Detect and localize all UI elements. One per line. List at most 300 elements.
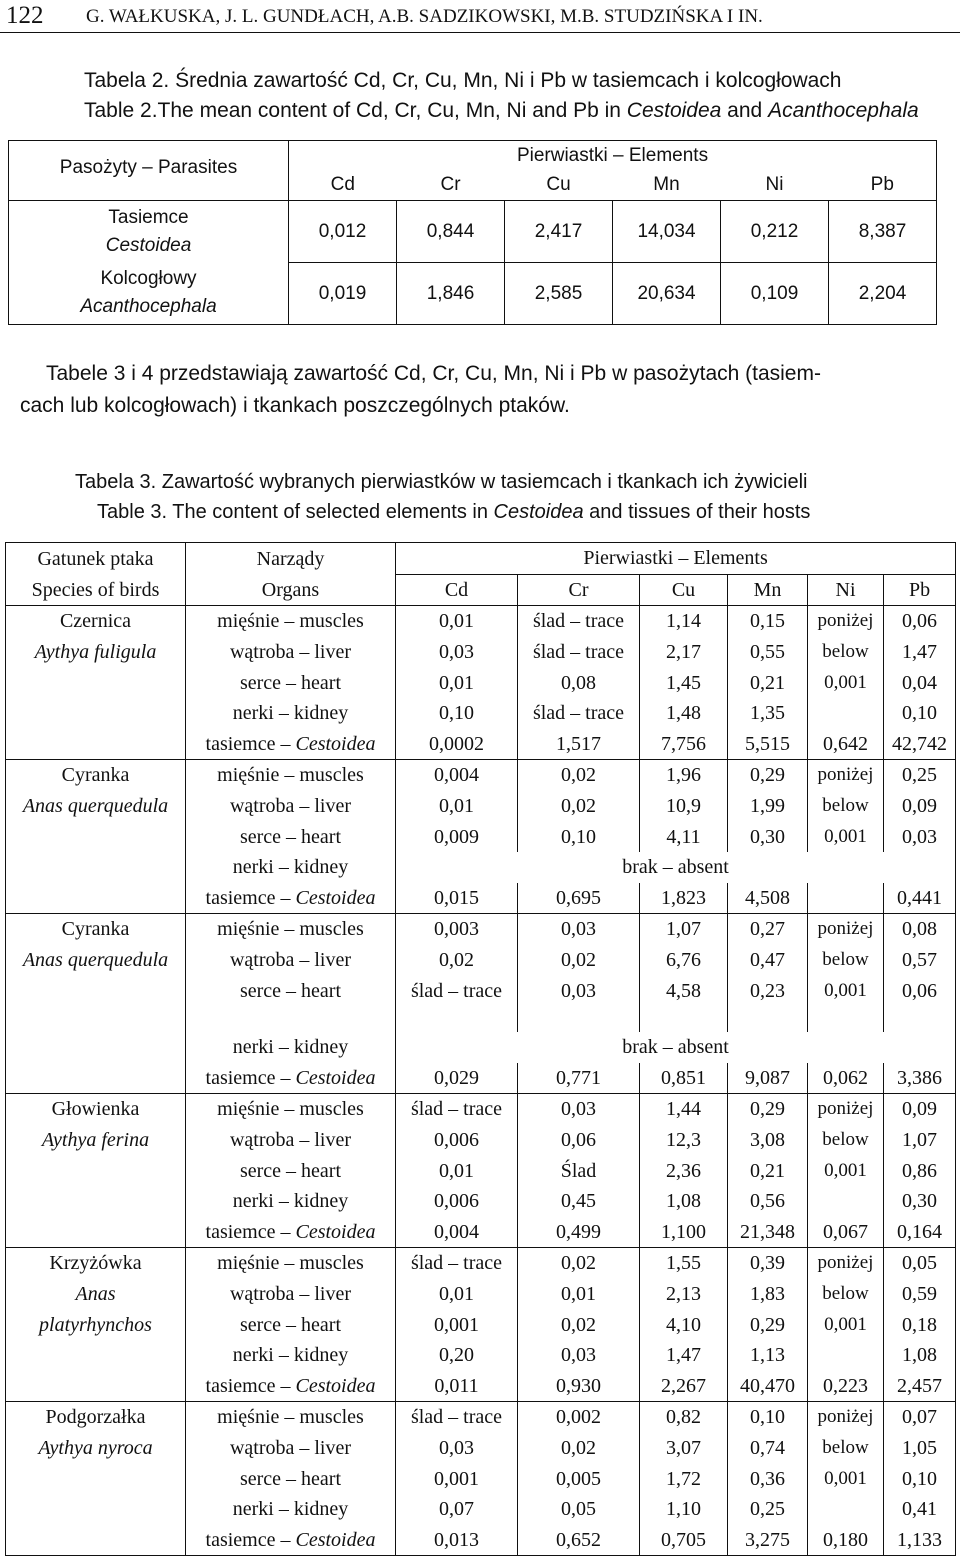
table3-head-organs-pl: Narządy (186, 543, 396, 575)
table-row (6, 883, 956, 914)
table-row (6, 1125, 956, 1156)
table-row (6, 1032, 956, 1063)
table3-cell-cd: 0,003 (396, 914, 518, 945)
table3-cell-cu: 0,705 (640, 1524, 728, 1555)
table3-cell-pb: 1,07 (884, 1125, 956, 1156)
table3-cell-cr: 0,10 (518, 821, 640, 852)
table3-organ: mięśnie – muscles (186, 1248, 396, 1279)
table3-species (6, 975, 186, 1006)
table2-cell: 2,585 (505, 263, 613, 325)
table3-cell-cd: 0,013 (396, 1524, 518, 1555)
table-row (6, 1309, 956, 1340)
table3-species (6, 1370, 186, 1401)
table-row (6, 791, 956, 822)
table3-cell-cd: 0,07 (396, 1494, 518, 1525)
paragraph-line-1: Tabele 3 i 4 przedstawiają zawartość Cd, Cr, Cu, Mn, Ni i Pb w pasożytach (tasiem- (46, 362, 821, 385)
table3-cell-cu: 1,07 (640, 914, 728, 945)
table2-row-name: Tasiemce Cestoidea (9, 201, 289, 263)
header-rule (0, 32, 960, 33)
table2-col-cu: Cu (546, 174, 571, 196)
table3-cell-ni: 0,223 (808, 1370, 884, 1401)
table3-cell-mn: 0,47 (728, 945, 808, 976)
table3-cell-cr: ślad – trace (518, 698, 640, 729)
table-row (6, 821, 956, 852)
table3-cell-ni: below (808, 945, 884, 976)
table3-cell-ni (808, 883, 884, 914)
table3-cell-cd: ślad – trace (396, 975, 518, 1006)
table2-cell: 0,109 (721, 263, 829, 325)
table2-caption (84, 66, 919, 122)
table3-organ: mięśnie – muscles (186, 760, 396, 791)
table3-organ: mięśnie – muscles (186, 1402, 396, 1433)
table3-cell-cu: 2,13 (640, 1279, 728, 1310)
table3-cell-cu: 7,756 (640, 729, 728, 760)
table3-organ: tasiemce – Cestoidea (186, 1063, 396, 1094)
table3-cell-pb: 0,09 (884, 791, 956, 822)
table3-cell-cd: 0,011 (396, 1370, 518, 1401)
table3-species: Cyranka (6, 760, 186, 791)
table2-caption-pl: Tabela 2. Średnia zawartość Cd, Cr, Cu, Mn, Ni i Pb w tasiemcach i kolcogłowach (84, 69, 842, 92)
table3-cell-pb: 1,133 (884, 1524, 956, 1555)
table-row (6, 1248, 956, 1279)
table3-species (6, 852, 186, 883)
table3-col-mn: Mn (728, 574, 808, 606)
table3-col-cr: Cr (518, 574, 640, 606)
table3-organ: tasiemce – Cestoidea (186, 729, 396, 760)
table-row (6, 698, 956, 729)
table3-cell-mn: 0,56 (728, 1186, 808, 1217)
table3-cell-mn: 0,10 (728, 1402, 808, 1433)
table3-gap-cell (518, 1006, 640, 1032)
table3-cell-pb: 1,08 (884, 1340, 956, 1371)
table3-species: Cyranka (6, 914, 186, 945)
table2-cell: 20,634 (613, 263, 721, 325)
table3-species: Anas querquedula (6, 945, 186, 976)
table3-cell-cd: 0,20 (396, 1340, 518, 1371)
table3-organ: tasiemce – Cestoidea (186, 1524, 396, 1555)
table3-organ: serce – heart (186, 667, 396, 698)
table3-cell-cu: 1,823 (640, 883, 728, 914)
table3-absent: brak – absent (396, 852, 956, 883)
table3-cell-pb: 0,441 (884, 883, 956, 914)
table3-cell-mn: 0,30 (728, 821, 808, 852)
table3-cell-pb: 0,05 (884, 1248, 956, 1279)
table3-cell-pb: 0,86 (884, 1155, 956, 1186)
table3-species: Aythya nyroca (6, 1433, 186, 1464)
table3-cell-cu: 1,10 (640, 1494, 728, 1525)
table3-organ: wątroba – liver (186, 1125, 396, 1156)
table3-organ: serce – heart (186, 1463, 396, 1494)
table3-species: Anas (6, 1279, 186, 1310)
table3-species (6, 667, 186, 698)
table2-cell: 0,019 (289, 263, 397, 325)
table3-cell-ni: 0,001 (808, 1309, 884, 1340)
table3-cell-cr: 0,02 (518, 1433, 640, 1464)
running-authors: G. WAŁKUSKA, J. L. GUNDŁACH, A.B. SADZIKOWSKI, M.B. STUDZIŃSKA I IN. (86, 6, 763, 27)
table3-cell-cr: 0,02 (518, 791, 640, 822)
table3-head-species-en: Species of birds (6, 574, 186, 606)
table3-species (6, 883, 186, 914)
table3-cell-cr: 0,05 (518, 1494, 640, 1525)
table3-cell-mn: 1,35 (728, 698, 808, 729)
table3-cell-ni: below (808, 1433, 884, 1464)
table3-organ: tasiemce – Cestoidea (186, 1216, 396, 1247)
table3-cell-cd: 0,006 (396, 1125, 518, 1156)
table3-gap-cell (6, 1006, 186, 1032)
table3-cell-ni: below (808, 1125, 884, 1156)
table3-cell-cd: 0,006 (396, 1186, 518, 1217)
table3-cell-cu: 1,08 (640, 1186, 728, 1217)
table3-cell-cu: 1,45 (640, 667, 728, 698)
table2-head-parasites: Pasożyty – Parasites (9, 141, 289, 201)
table3-cell-ni: 0,642 (808, 729, 884, 760)
table-row (6, 1216, 956, 1247)
table-row (6, 1402, 956, 1433)
table3-organ: nerki – kidney (186, 852, 396, 883)
table3-organ: mięśnie – muscles (186, 914, 396, 945)
table3-cell-cr: 0,499 (518, 1216, 640, 1247)
table3-cell-pb: 0,30 (884, 1186, 956, 1217)
table3-cell-cr: 0,02 (518, 760, 640, 791)
table3-cell-cd: 0,02 (396, 945, 518, 976)
table2 (8, 140, 937, 325)
table-row (9, 201, 937, 263)
paragraph-line-2: cach lub kolcogłowach) i tkankach poszczególnych ptaków. (20, 394, 570, 417)
table3-cell-cd: 0,015 (396, 883, 518, 914)
table3-cell-mn: 0,29 (728, 760, 808, 791)
table2-cell: 0,212 (721, 201, 829, 263)
table3-cell-cd: ślad – trace (396, 1402, 518, 1433)
table3-gap-cell (396, 1006, 518, 1032)
table3-species: Podgorzałka (6, 1402, 186, 1433)
table-row (6, 1433, 956, 1464)
table3-organ: nerki – kidney (186, 1032, 396, 1063)
table-row (6, 945, 956, 976)
table3-cell-mn: 0,27 (728, 914, 808, 945)
table3-species (6, 698, 186, 729)
table3-organ: nerki – kidney (186, 1186, 396, 1217)
table3-cell-ni (808, 1340, 884, 1371)
table3-cell-cu: 1,44 (640, 1094, 728, 1125)
table3-cell-cu: 1,14 (640, 606, 728, 637)
table3-organ: serce – heart (186, 821, 396, 852)
table3-cell-cd: 0,10 (396, 698, 518, 729)
table3-cell-ni: poniżej (808, 1248, 884, 1279)
table3-organ: mięśnie – muscles (186, 606, 396, 637)
table3-cell-cu: 4,58 (640, 975, 728, 1006)
table3-cell-cd: 0,01 (396, 606, 518, 637)
table3-cell-cu: 1,55 (640, 1248, 728, 1279)
table3-cell-cr: 0,005 (518, 1463, 640, 1494)
table2-cell: 0,012 (289, 201, 397, 263)
table3-cell-cu: 2,36 (640, 1155, 728, 1186)
table3-organ: wątroba – liver (186, 637, 396, 668)
table3-col-ni: Ni (808, 574, 884, 606)
table3-head-organs-en: Organs (186, 574, 396, 606)
table3-cell-mn: 4,508 (728, 883, 808, 914)
table3-cell-ni: 0,001 (808, 1463, 884, 1494)
table3-cell-cu: 10,9 (640, 791, 728, 822)
table-row (6, 606, 956, 637)
table3-cell-cu: 1,48 (640, 698, 728, 729)
table2-head-elements: Pierwiastki – Elements (289, 141, 937, 171)
table3-cell-mn: 0,21 (728, 1155, 808, 1186)
table2-col-pb: Pb (829, 171, 937, 201)
table3-cell-cu: 1,100 (640, 1216, 728, 1247)
table3-cell-ni: 0,001 (808, 975, 884, 1006)
table3-cell-cu: 0,851 (640, 1063, 728, 1094)
table3-cell-cu: 2,17 (640, 637, 728, 668)
table3-cell-ni: poniżej (808, 1402, 884, 1433)
table-row (6, 1463, 956, 1494)
table3-organ: nerki – kidney (186, 698, 396, 729)
table3-cell-pb: 0,06 (884, 606, 956, 637)
table-row (6, 1494, 956, 1525)
table3-cell-pb: 0,41 (884, 1494, 956, 1525)
table3-species (6, 1032, 186, 1063)
table3-species (6, 1463, 186, 1494)
table3-cell-pb: 1,47 (884, 637, 956, 668)
table3-cell-pb: 0,03 (884, 821, 956, 852)
table3-cell-mn: 0,29 (728, 1094, 808, 1125)
table3-cell-ni: 0,062 (808, 1063, 884, 1094)
table3-caption-pl: Tabela 3. Zawartość wybranych pierwiastków w tasiemcach i tkankach ich żywicieli (75, 471, 808, 493)
table3-cell-cr: 1,517 (518, 729, 640, 760)
table-row (6, 1006, 956, 1032)
table3-cell-ni: 0,001 (808, 821, 884, 852)
table3-organ: serce – heart (186, 1309, 396, 1340)
table3-head-species-pl: Gatunek ptaka (6, 543, 186, 575)
table3-cell-mn: 0,21 (728, 667, 808, 698)
table3-cell-ni: 0,067 (808, 1216, 884, 1247)
table3-species: Głowienka (6, 1094, 186, 1125)
table3-cell-ni (808, 698, 884, 729)
table3-organ: serce – heart (186, 975, 396, 1006)
table3-species (6, 1186, 186, 1217)
page-number: 122 (6, 2, 44, 29)
table2-col-mn: Mn (653, 174, 680, 196)
table3-cell-ni: below (808, 791, 884, 822)
table-row (6, 852, 956, 883)
table3-cell-mn: 1,83 (728, 1279, 808, 1310)
table3-cell-pb: 42,742 (884, 729, 956, 760)
table-row (6, 1340, 956, 1371)
table2-col-cd: Cd (289, 171, 397, 201)
table2-cell: 2,204 (829, 263, 937, 325)
table3-species (6, 729, 186, 760)
table3-cell-cd: 0,01 (396, 667, 518, 698)
table-row (6, 637, 956, 668)
table3-cell-cr: 0,01 (518, 1279, 640, 1310)
table3-species (6, 1063, 186, 1094)
table3-cell-cr: 0,03 (518, 914, 640, 945)
table3-absent: brak – absent (396, 1032, 956, 1063)
table3-species: platyrhynchos (6, 1309, 186, 1340)
table3-cell-cr: 0,03 (518, 1094, 640, 1125)
table3-species (6, 1340, 186, 1371)
table3-cell-ni (808, 1186, 884, 1217)
table3-cell-pb: 0,09 (884, 1094, 956, 1125)
table3-cell-ni: 0,001 (808, 1155, 884, 1186)
table3-gap-cell (640, 1006, 728, 1032)
table3-cell-mn: 1,99 (728, 791, 808, 822)
table3-cell-mn: 0,55 (728, 637, 808, 668)
table2-cell: 0,844 (397, 201, 505, 263)
table3-cell-cr: 0,03 (518, 975, 640, 1006)
table3-cell-mn: 0,36 (728, 1463, 808, 1494)
table3-cell-cd: 0,0002 (396, 729, 518, 760)
table3-cell-cd: 0,004 (396, 1216, 518, 1247)
table3-gap-cell (808, 1006, 884, 1032)
table-row (6, 1279, 956, 1310)
table3-cell-ni: below (808, 637, 884, 668)
table3-cell-ni: poniżej (808, 606, 884, 637)
table3-cell-ni: poniżej (808, 914, 884, 945)
table3-organ: wątroba – liver (186, 1279, 396, 1310)
table3-cell-pb: 0,59 (884, 1279, 956, 1310)
body-paragraph (20, 358, 950, 422)
table2-cell: 8,387 (829, 201, 937, 263)
table3-cell-cu: 6,76 (640, 945, 728, 976)
table-row (6, 667, 956, 698)
table3-cell-mn: 0,29 (728, 1309, 808, 1340)
table3-species: Aythya ferina (6, 1125, 186, 1156)
table3-gap-cell (728, 1006, 808, 1032)
table-row (6, 914, 956, 945)
table3-head-elements: Pierwiastki – Elements (396, 543, 956, 575)
table3-cell-cd: ślad – trace (396, 1094, 518, 1125)
table3-caption-en: Table 3. The content of selected elements in Cestoidea and tissues of their hosts (97, 501, 811, 523)
table3-cell-cu: 1,47 (640, 1340, 728, 1371)
table3-species: Czernica (6, 606, 186, 637)
table2-caption-en: Table 2.The mean content of Cd, Cr, Cu, Mn, Ni and Pb in Cestoidea and Acanthocephala (84, 99, 919, 122)
table3-organ: mięśnie – muscles (186, 1094, 396, 1125)
table3-cell-cr: 0,771 (518, 1063, 640, 1094)
table3-cell-cr: 0,02 (518, 1309, 640, 1340)
table3-cell-cu: 1,96 (640, 760, 728, 791)
table3-gap-cell (186, 1006, 396, 1032)
table3-cell-cu: 12,3 (640, 1125, 728, 1156)
table2-row-name: Kolcogłowy Acanthocephala (9, 263, 289, 325)
table3-cell-mn: 0,74 (728, 1433, 808, 1464)
table3-species: Aythya fuligula (6, 637, 186, 668)
table3-cell-cr: 0,45 (518, 1186, 640, 1217)
table3-cell-cd: 0,03 (396, 637, 518, 668)
table-row (6, 760, 956, 791)
table3-cell-mn: 40,470 (728, 1370, 808, 1401)
table3-cell-cr: 0,08 (518, 667, 640, 698)
table3-species (6, 1216, 186, 1247)
table-row (6, 975, 956, 1006)
table3-cell-mn: 0,39 (728, 1248, 808, 1279)
table3-cell-pb: 0,04 (884, 667, 956, 698)
table3-cell-cd: 0,01 (396, 791, 518, 822)
table3-cell-cu: 0,82 (640, 1402, 728, 1433)
table3-cell-cr: 0,002 (518, 1402, 640, 1433)
table3-cell-pb: 2,457 (884, 1370, 956, 1401)
table3-organ: wątroba – liver (186, 945, 396, 976)
table3-cell-cr: 0,695 (518, 883, 640, 914)
table3-cell-pb: 0,10 (884, 698, 956, 729)
table3-cell-cu: 4,10 (640, 1309, 728, 1340)
table3-species: Anas querquedula (6, 791, 186, 822)
table3-cell-cd: 0,03 (396, 1433, 518, 1464)
table2-cell: 1,846 (397, 263, 505, 325)
table3-cell-cd: 0,029 (396, 1063, 518, 1094)
table-row (6, 1370, 956, 1401)
table3-cell-cd: 0,004 (396, 760, 518, 791)
table3-species: Krzyżówka (6, 1248, 186, 1279)
table3-cell-cd: 0,001 (396, 1463, 518, 1494)
table3-cell-ni: poniżej (808, 1094, 884, 1125)
table3-cell-mn: 21,348 (728, 1216, 808, 1247)
table3-cell-mn: 3,08 (728, 1125, 808, 1156)
table3-cell-mn: 3,275 (728, 1524, 808, 1555)
table3-organ: tasiemce – Cestoidea (186, 883, 396, 914)
table2-cell: 14,034 (613, 201, 721, 263)
table3-cell-cr: 0,06 (518, 1125, 640, 1156)
table-row (6, 1186, 956, 1217)
table3-organ: nerki – kidney (186, 1494, 396, 1525)
table-row (6, 1155, 956, 1186)
table3-cell-pb: 0,07 (884, 1402, 956, 1433)
table3-cell-pb: 0,25 (884, 760, 956, 791)
table-row (6, 1094, 956, 1125)
table3-caption (75, 467, 810, 527)
table3-cell-cd: 0,01 (396, 1155, 518, 1186)
table3-cell-ni (808, 1494, 884, 1525)
table-row (6, 1063, 956, 1094)
table3-cell-ni: 0,180 (808, 1524, 884, 1555)
table3-species (6, 821, 186, 852)
table3-cell-cu: 2,267 (640, 1370, 728, 1401)
table3-species (6, 1494, 186, 1525)
table3-cell-pb: 0,08 (884, 914, 956, 945)
table3-cell-cr: 0,02 (518, 945, 640, 976)
table2-cell: 2,417 (505, 201, 613, 263)
table3-cell-cd: 0,001 (396, 1309, 518, 1340)
table3-gap-cell (884, 1006, 956, 1032)
table3-cell-mn: 1,13 (728, 1340, 808, 1371)
table-row (9, 263, 937, 325)
table3-cell-mn: 0,15 (728, 606, 808, 637)
table3-cell-mn: 5,515 (728, 729, 808, 760)
table3-cell-cd: ślad – trace (396, 1248, 518, 1279)
table3-col-cd: Cd (396, 574, 518, 606)
table2-col-cr: Cr (440, 174, 461, 196)
table3-cell-cr: ślad – trace (518, 637, 640, 668)
table3-organ: serce – heart (186, 1155, 396, 1186)
table2-col-ni: Ni (765, 174, 784, 196)
table3-cell-cr: Ślad (518, 1155, 640, 1186)
table3-cell-pb: 1,05 (884, 1433, 956, 1464)
table3-cell-ni: below (808, 1279, 884, 1310)
table3-cell-mn: 9,087 (728, 1063, 808, 1094)
table3-cell-ni: 0,001 (808, 667, 884, 698)
table3-col-pb: Pb (884, 574, 956, 606)
table3-cell-mn: 0,25 (728, 1494, 808, 1525)
table3-cell-ni: poniżej (808, 760, 884, 791)
table3-cell-cr: 0,930 (518, 1370, 640, 1401)
table3-organ: wątroba – liver (186, 791, 396, 822)
table3 (5, 542, 956, 1556)
table3-cell-mn: 0,23 (728, 975, 808, 1006)
table3-cell-pb: 0,164 (884, 1216, 956, 1247)
table3-organ: wątroba – liver (186, 1433, 396, 1464)
table3-cell-cr: 0,03 (518, 1340, 640, 1371)
table3-species (6, 1155, 186, 1186)
table3-organ: nerki – kidney (186, 1340, 396, 1371)
